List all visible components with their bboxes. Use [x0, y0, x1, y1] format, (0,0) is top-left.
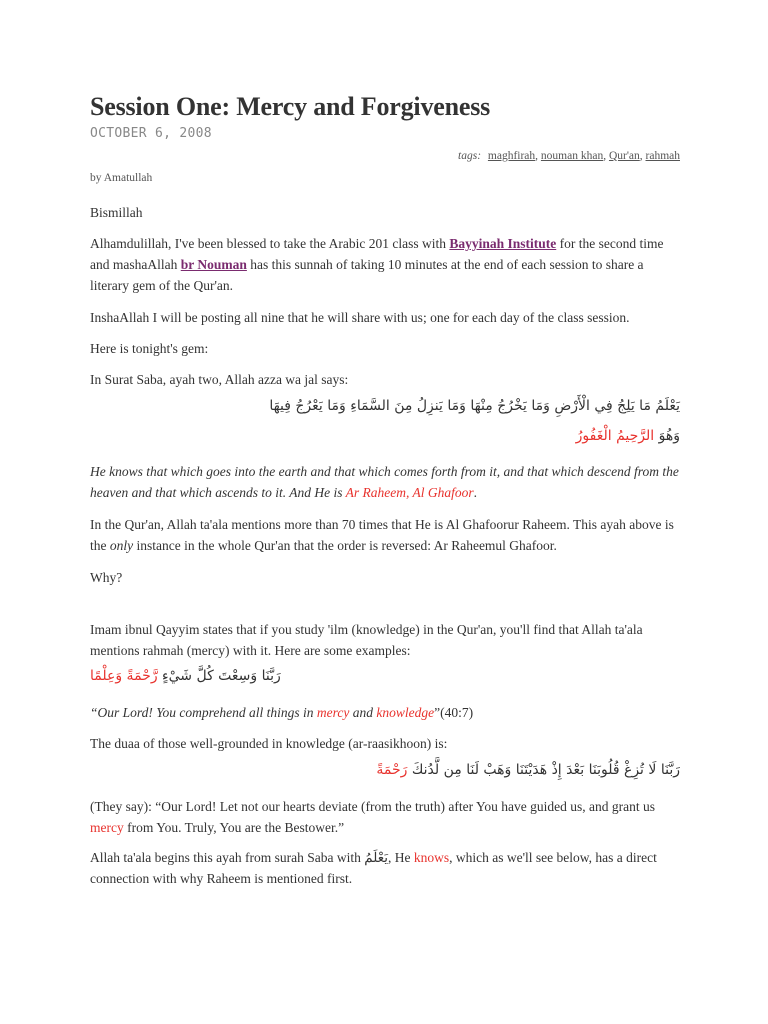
tags-label: tags: [458, 150, 482, 162]
translation-ghafir-ref: ”(40:7) [434, 705, 474, 720]
br-nouman-link[interactable]: br Nouman [180, 257, 247, 272]
tag-link-rahmah[interactable]: rahmah [645, 150, 680, 162]
translation-ghafir-and: and [349, 705, 377, 720]
tag-link-nouman-khan[interactable]: nouman khan [540, 150, 604, 162]
order-text-a: In the Qur'an, Allah ta'ala mentions more than 70 times that He is Al Ghafoorur Raheem. This ayah above is the [90, 517, 674, 553]
ayah-ghafir-text: رَبَّنَا وَسِعْتَ كُلَّ شَيْءٍ [157, 668, 281, 684]
translation-ghafir-knowledge: knowledge [376, 705, 435, 720]
ayah-saba-line1: يَعْلَمُ مَا يَلِجُ فِي الْأَرْضِ وَمَا يَخْرُجُ مِنْهَا وَمَا يَنزِلُ مِنَ السَّمَاءِ وَمَا يَعْرُجُ فِيهَا [269, 398, 680, 414]
ayah-aal-imran-highlight: رَحْمَةً [376, 762, 408, 778]
yalamu-knows: knows [413, 850, 450, 865]
paragraph-intro [90, 233, 680, 296]
paragraph-bismillah: Bismillah [90, 205, 143, 220]
ayah-aal-imran-text: رَبَّنَا لَا تُزِغْ قُلُوبَنَا بَعْدَ إِذْ هَدَيْتَنَا وَهَبْ لَنَا مِن لَّدُنكَ [407, 762, 680, 778]
paragraph-ibnul-qayyim: Imam ibnul Qayyim states that if you study 'ilm (knowledge) in the Qur'an, you'll find that Allah ta'ala mentions rahmah (mercy) with it. Here are some examples: [90, 622, 643, 658]
page-title: Session One: Mercy and Forgiveness [90, 92, 491, 121]
tag-link-quran[interactable]: Qur'an [608, 150, 640, 162]
translation-ghafir-text: “Our Lord! You comprehend all things in [90, 705, 317, 720]
translation-ghafir-mercy: mercy [316, 705, 350, 720]
bayyinah-institute-link[interactable]: Bayyinah Institute [449, 236, 557, 251]
paragraph-gem: Here is tonight's gem: [90, 341, 209, 356]
ayah-ghafir [90, 668, 680, 684]
byline: by Amatullah [90, 172, 153, 184]
translation-aal-imran-end: from You. Truly, You are the Bestower.” [123, 820, 345, 835]
translation-ghafir [90, 702, 680, 723]
order-text-b: instance in the whole Qur'an that the order is reversed: Ar Raheemul Ghafoor. [133, 538, 557, 553]
paragraph-yalamu [90, 847, 680, 889]
yalamu-text-b: , He [387, 850, 414, 865]
paragraph-order-reversed [90, 514, 680, 556]
yalamu-text-a: Allah ta'ala begins this ayah from surah Saba with [90, 850, 365, 865]
tags-line: tags: maghfirah, nouman khan, Qur'an, rahmah [458, 150, 680, 162]
paragraph-duaa: The duaa of those well-grounded in knowledge (ar-raasikhoon) is: [90, 736, 448, 751]
yalamu-text-c: , which as we'll see below, has a direct connection with why Raheem is mentioned first. [90, 850, 657, 886]
translation-aal-imran-mercy: mercy [90, 820, 124, 835]
translation-saba-text: He knows that which goes into the earth and that which comes forth from it, and that which descend from the heaven and that which ascends to it. And He is [90, 464, 679, 500]
intro-text-b: for the second time and mashaAllah [90, 236, 664, 272]
tag-link-maghfirah[interactable]: maghfirah [487, 150, 536, 162]
paragraph-surat-saba: In Surat Saba, ayah two, Allah azza wa jal says: [90, 372, 349, 387]
ayah-saba-line2 [90, 428, 680, 444]
translation-aal-imran [90, 796, 680, 838]
translation-saba [90, 461, 680, 503]
translation-saba-highlight: Ar Raheem, Al Ghafoor [345, 485, 474, 500]
intro-text-c: has this sunnah of taking 10 minutes at the end of each session to share a literary gem of the Qur'an. [90, 257, 644, 293]
paragraph-why: Why? [90, 570, 123, 585]
yalamu-arabic: يَعْلَمُ [364, 850, 388, 865]
post-date: OCTOBER 6, 2008 [90, 126, 212, 141]
order-emphasis: only [109, 538, 134, 553]
ayah-saba-line2-text: وَهُوَ [654, 428, 680, 444]
paragraph-posting: InshaAllah I will be posting all nine that he will share with us; one for each day of the class session. [90, 310, 630, 325]
ayah-aal-imran [90, 762, 680, 778]
ayah-ghafir-highlight: رَّحْمَةً وَعِلْمًا [90, 668, 158, 684]
translation-aal-imran-text: (They say): “Our Lord! Let not our hearts deviate (from the truth) after You have guided us, and grant us [90, 799, 655, 814]
ayah-saba-highlight: الرَّحِيمُ الْغَفُورُ [575, 428, 655, 444]
intro-text-a: Alhamdulillah, I've been blessed to take the Arabic 201 class with [90, 236, 450, 251]
translation-saba-end: . [473, 485, 477, 500]
